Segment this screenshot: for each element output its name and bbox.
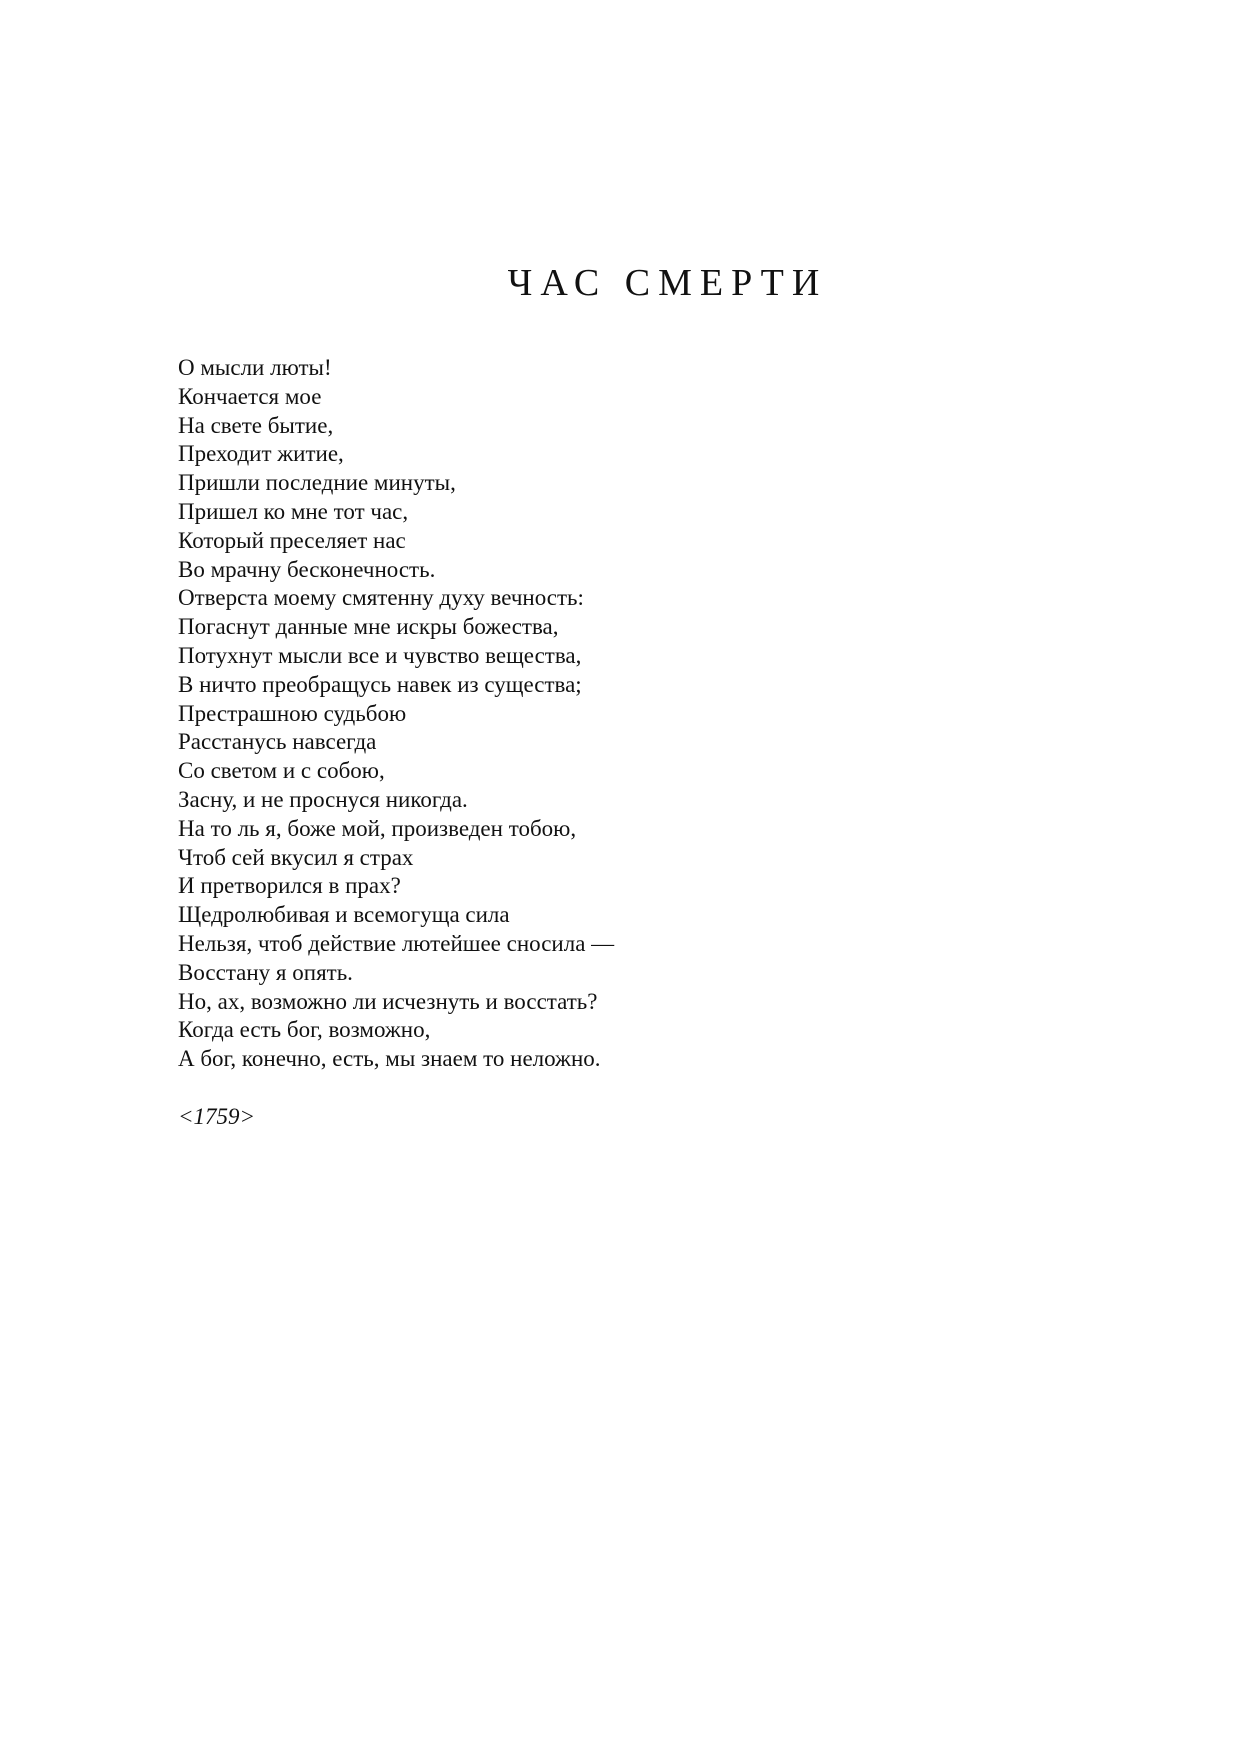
- poem-line: Преходит житие,: [178, 441, 344, 467]
- poem-line: Щедролюбивая и всемогуща сила: [178, 902, 510, 928]
- poem-line: Во мрачну бесконечность.: [178, 556, 436, 582]
- poem-line: Кончается мое: [178, 383, 322, 409]
- poem-line: Потухнут мысли все и чувство вещества,: [178, 642, 582, 668]
- poem-date: <1759>: [178, 1104, 256, 1129]
- poem-line: Засну, и не проснуся никогда.: [178, 786, 468, 812]
- poem-line: На свете бытие,: [178, 412, 334, 438]
- poem-line: Нельзя, чтоб действие лютейшее сносила —: [178, 930, 615, 956]
- poem-line: Который преселяет нас: [178, 527, 406, 553]
- poem-line: Погаснут данные мне искры божества,: [178, 614, 559, 640]
- poem-line: На то ль я, боже мой, произведен тобою,: [178, 815, 577, 841]
- poem-line: Со светом и с собою,: [178, 758, 385, 784]
- poem-line: Чтоб сей вкусил я страх: [178, 844, 414, 870]
- poem-line: Престрашною судьбою: [178, 700, 407, 726]
- poem-line: Но, ах, возможно ли исчезнуть и восстать?: [178, 988, 598, 1014]
- poem-line: И претворился в прах?: [178, 873, 401, 899]
- poem-line: Отверста моему смятенну духу вечность:: [178, 585, 584, 611]
- poem-line: Пришли последние минуты,: [178, 470, 456, 496]
- poem-line: В ничто преобращусь навек из существа;: [178, 671, 582, 697]
- poem-line: Когда есть бог, возможно,: [178, 1017, 431, 1043]
- poem-line: А бог, конечно, есть, мы знаем то неложно.: [178, 1046, 601, 1072]
- poem-body: [178, 354, 614, 1074]
- poem-line: Расстанусь навсегда: [178, 729, 377, 755]
- poem-title: ЧАС СМЕРТИ: [507, 262, 828, 304]
- poem-line: Пришел ко мне тот час,: [178, 498, 409, 524]
- poem-line: О мысли люты!: [178, 355, 332, 380]
- poem-line: Восстану я опять.: [178, 959, 353, 985]
